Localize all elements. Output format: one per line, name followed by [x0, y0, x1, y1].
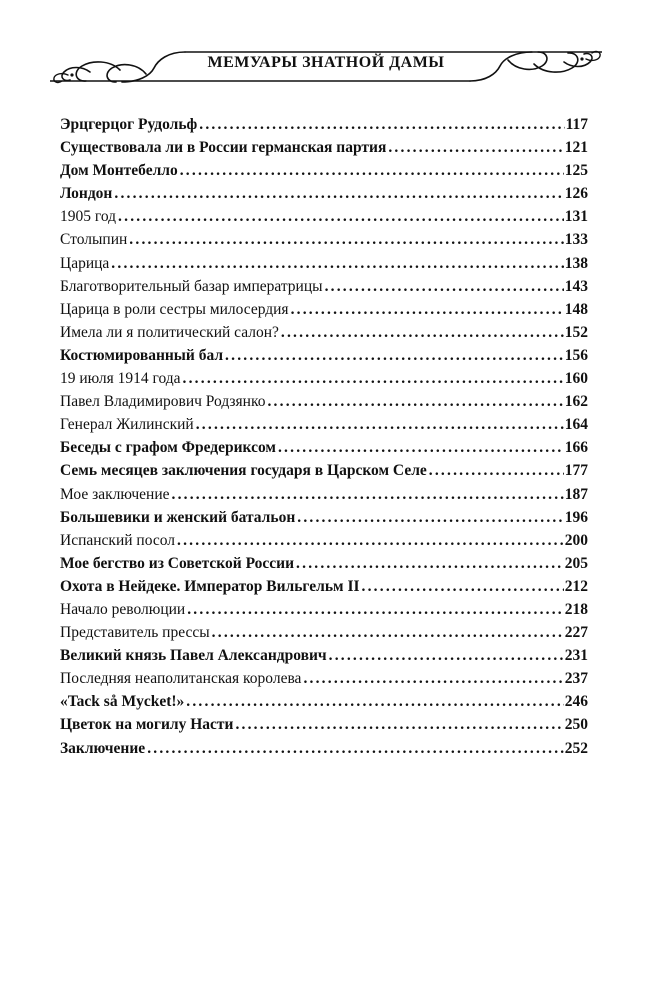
toc-entry: [60, 321, 588, 344]
toc-entry-title: Последняя неаполитанская королева: [60, 670, 302, 688]
toc-entry-title: Костюмированный бал: [60, 346, 224, 364]
toc-entry: [60, 344, 588, 367]
toc-entry-page-number: 187: [564, 485, 588, 503]
toc-entry-page-number: 200: [564, 531, 588, 549]
toc-entry: [60, 252, 588, 275]
toc-entry-page-number: 160: [564, 370, 588, 388]
toc-dot-leader: [212, 621, 564, 644]
toc-dot-leader: [297, 506, 564, 529]
toc-dot-leader: [278, 436, 564, 459]
toc-dot-leader: [362, 575, 564, 598]
toc-entry-title: Великий князь Павел Александрович: [60, 647, 327, 665]
running-header-title: МЕМУАРЫ ЗНАТНОЙ ДАМЫ: [207, 54, 445, 71]
toc-entry-title: Большевики и женский батальон: [60, 508, 296, 526]
toc-entry: [60, 621, 588, 644]
toc-dot-leader: [225, 344, 564, 367]
toc-dot-leader: [199, 113, 564, 136]
toc-entry-title: 1905 год: [60, 208, 117, 226]
toc-entry-page-number: 162: [564, 393, 588, 411]
toc-entry: [60, 436, 588, 459]
toc-dot-leader: [388, 136, 563, 159]
toc-entry-page-number: 133: [564, 231, 588, 249]
toc-dot-leader: [235, 713, 563, 736]
toc-entry-page-number: 218: [564, 600, 588, 618]
toc-entry-title: Заключение: [60, 739, 146, 757]
toc-entry-page-number: 250: [564, 716, 588, 734]
toc-entry-title: Благотворительный базар императрицы: [60, 277, 323, 295]
toc-entry-page-number: 156: [564, 346, 588, 364]
toc-entry: [60, 113, 588, 136]
toc-entry: [60, 298, 588, 321]
toc-entry-title: Семь месяцев заключения государя в Царском Селе: [60, 462, 427, 480]
toc-entry-title: Охота в Нейдеке. Император Вильгельм II: [60, 577, 360, 595]
toc-entry: [60, 483, 588, 506]
toc-entry-page-number: 205: [564, 554, 588, 572]
toc-entry-page-number: 164: [564, 416, 588, 434]
toc-entry-title: Испанский посол: [60, 531, 176, 549]
toc-entry-page-number: 125: [564, 162, 588, 180]
toc-entry: [60, 644, 588, 667]
toc-entry: [60, 182, 588, 205]
toc-entry: [60, 136, 588, 159]
toc-entry-title: Мое заключение: [60, 485, 170, 503]
toc-entry: [60, 390, 588, 413]
toc-entry-page-number: 121: [564, 139, 588, 157]
toc-entry-page-number: 196: [564, 508, 588, 526]
toc-entry-title: «Tack så Mycket!»: [60, 693, 185, 711]
toc-entry-page-number: 126: [564, 185, 588, 203]
toc-dot-leader: [118, 205, 564, 228]
toc-entry-page-number: 131: [564, 208, 588, 226]
toc-entry-title: Цветок на могилу Насти: [60, 716, 234, 734]
toc-entry: [60, 713, 588, 736]
toc-entry-title: Беседы с графом Фредериксом: [60, 439, 276, 457]
toc-entry-title: Лондон: [60, 185, 113, 203]
toc-entry-title: Царица: [60, 254, 110, 272]
toc-dot-leader: [187, 598, 564, 621]
toc-entry-title: Имела ли я политический салон?: [60, 323, 279, 341]
header-flourish-ornament: [50, 44, 602, 104]
toc-dot-leader: [196, 413, 564, 436]
toc-entry-title: Мое бегство из Советской России: [60, 554, 295, 572]
toc-dot-leader: [429, 459, 564, 482]
toc-entry-page-number: 148: [564, 300, 588, 318]
toc-entry: [60, 529, 588, 552]
toc-entry-title: Царица в роли сестры милосердия: [60, 300, 289, 318]
toc-entry-page-number: 152: [564, 323, 588, 341]
toc-entry-page-number: 138: [564, 254, 588, 272]
toc-entry: [60, 413, 588, 436]
toc-dot-leader: [303, 667, 563, 690]
toc-entry: [60, 552, 588, 575]
toc-entry-title: Представитель прессы: [60, 624, 210, 642]
toc-entry: [60, 228, 588, 251]
toc-dot-leader: [111, 252, 563, 275]
table-of-contents: [60, 113, 588, 760]
toc-entry-page-number: 143: [564, 277, 588, 295]
toc-entry: [60, 667, 588, 690]
toc-entry: [60, 575, 588, 598]
toc-entry-page-number: 231: [564, 647, 588, 665]
toc-dot-leader: [114, 182, 563, 205]
toc-dot-leader: [291, 298, 564, 321]
toc-entry: [60, 367, 588, 390]
toc-entry-title: Павел Владимирович Родзянко: [60, 393, 266, 411]
toc-dot-leader: [147, 737, 564, 760]
toc-dot-leader: [180, 159, 564, 182]
toc-entry: [60, 275, 588, 298]
toc-dot-leader: [267, 390, 563, 413]
toc-entry: [60, 159, 588, 182]
toc-entry-title: Столыпин: [60, 231, 128, 249]
toc-entry-title: Дом Монтебелло: [60, 162, 178, 180]
toc-dot-leader: [296, 552, 564, 575]
toc-entry-title: Генерал Жилинский: [60, 416, 194, 434]
toc-dot-leader: [329, 644, 564, 667]
toc-entry-title: 19 июля 1914 года: [60, 370, 181, 388]
toc-entry-page-number: 166: [564, 439, 588, 457]
toc-entry-title: Начало революции: [60, 600, 186, 618]
toc-dot-leader: [177, 529, 564, 552]
toc-dot-leader: [172, 483, 564, 506]
toc-dot-leader: [325, 275, 564, 298]
toc-entry: [60, 205, 588, 228]
toc-entry: [60, 690, 588, 713]
toc-entry: [60, 737, 588, 760]
toc-dot-leader: [281, 321, 564, 344]
toc-entry-page-number: 237: [564, 670, 588, 688]
toc-entry-page-number: 252: [564, 739, 588, 757]
toc-dot-leader: [183, 367, 564, 390]
toc-entry: [60, 506, 588, 529]
toc-dot-leader: [186, 690, 563, 713]
toc-dot-leader: [129, 228, 563, 251]
toc-entry: [60, 459, 588, 482]
toc-entry-page-number: 177: [564, 462, 588, 480]
toc-entry-title: Существовала ли в России германская партия: [60, 139, 387, 157]
toc-entry-page-number: 227: [564, 624, 588, 642]
toc-entry-page-number: 246: [564, 693, 588, 711]
running-header: [50, 44, 602, 104]
toc-entry-title: Эрцгерцог Рудольф: [60, 116, 198, 133]
toc-entry-page-number: 117: [565, 116, 588, 133]
toc-entry-page-number: 212: [564, 577, 588, 595]
toc-entry: [60, 598, 588, 621]
